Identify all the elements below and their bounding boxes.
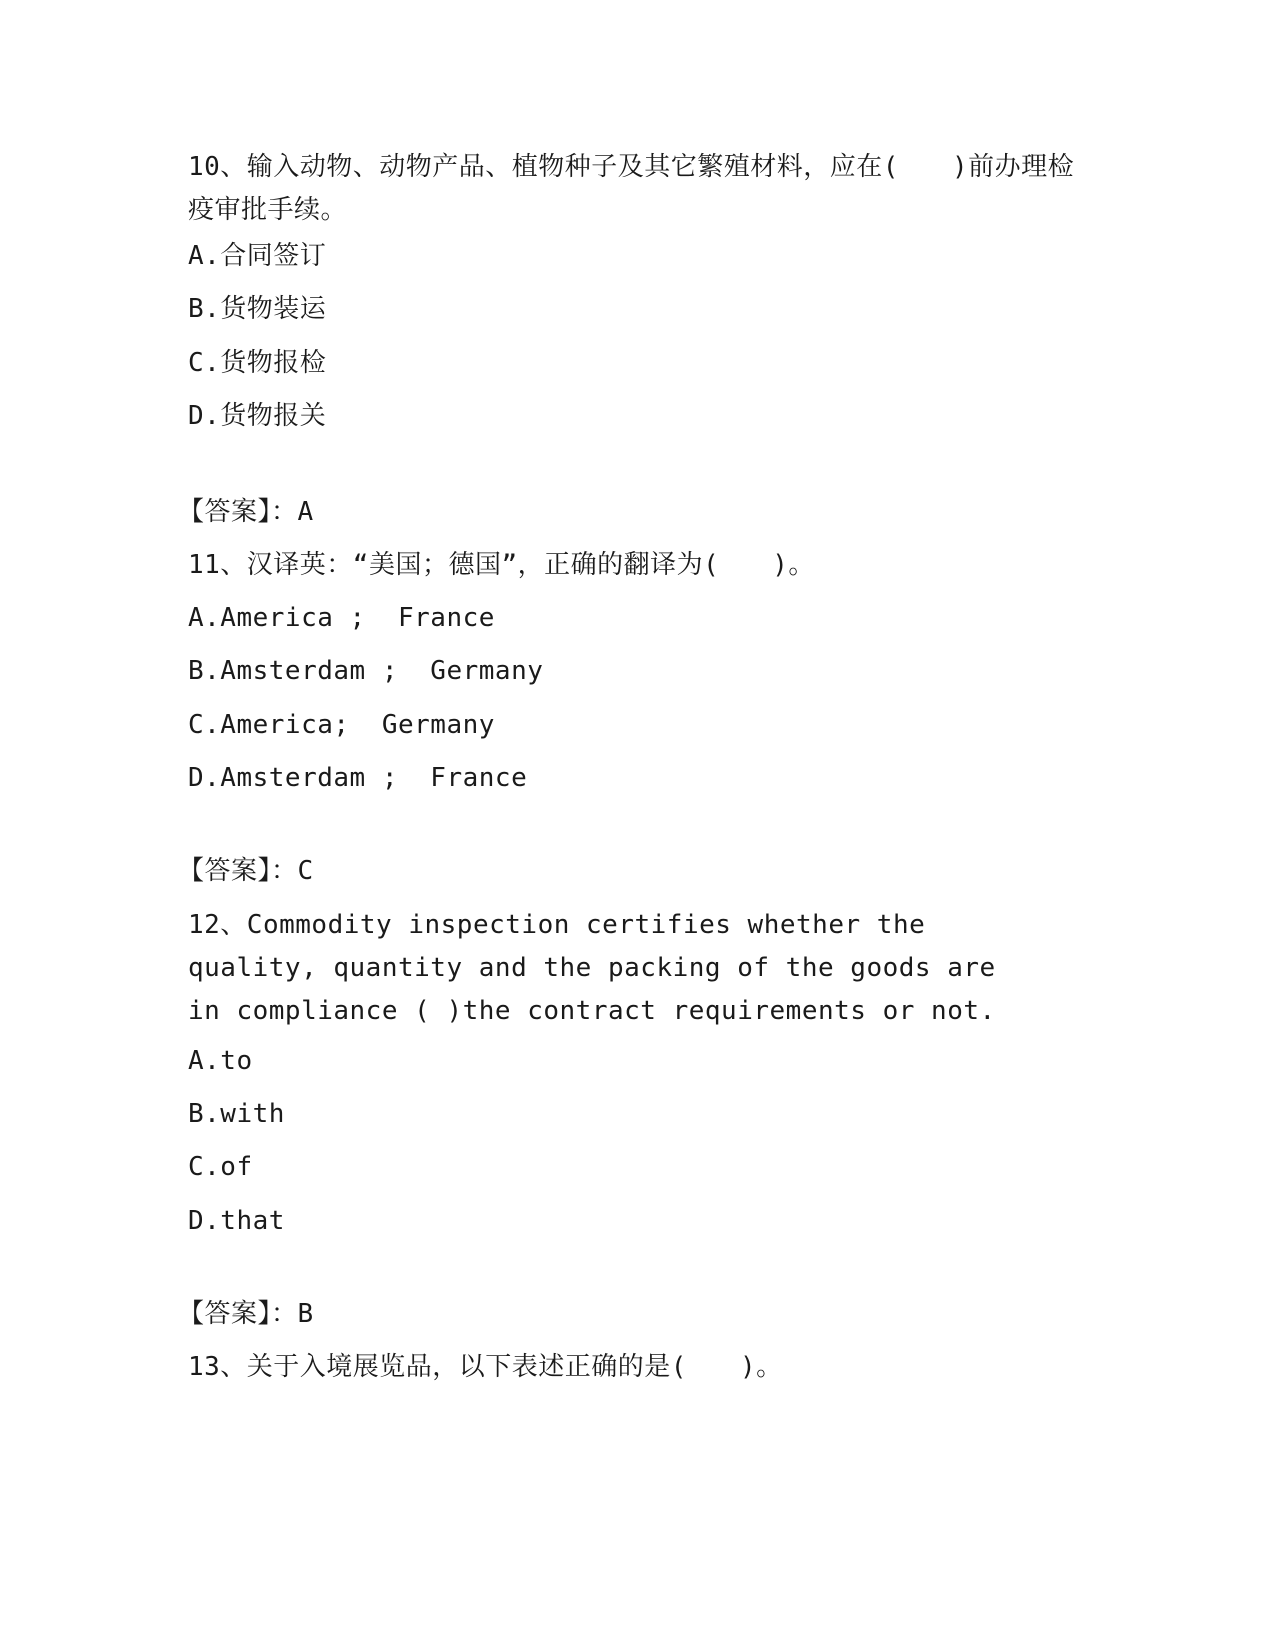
question-11-option-c: C.America; Germany	[188, 710, 495, 740]
question-12-option-b: B.with	[188, 1099, 285, 1129]
question-10-option-c: C.货物报检	[188, 348, 327, 378]
question-10-option-d: D.货物报关	[188, 401, 327, 431]
question-12-answer: 【答案】：B	[178, 1299, 314, 1329]
question-11-stem: 11、汉译英：“美国；德国”，正确的翻译为( )。	[188, 550, 815, 580]
question-11-option-a: A.America ; France	[188, 603, 495, 633]
question-11-option-d: D.Amsterdam ; France	[188, 763, 528, 793]
question-13-stem: 13、关于入境展览品，以下表述正确的是( )。	[188, 1352, 783, 1382]
question-12-option-d: D.that	[188, 1206, 285, 1236]
question-12-option-a: A.to	[188, 1046, 253, 1076]
question-11-answer: 【答案】：C	[178, 856, 314, 886]
question-11-option-b: B.Amsterdam ; Germany	[188, 656, 544, 686]
question-10-stem: 10、输入动物、动物产品、植物种子及其它繁殖材料，应在( )前办理检疫审批手续。	[188, 152, 1075, 225]
document-page	[178, 0, 1088, 1650]
question-12-stem: 12、Commodity inspection certifies whether the quality, quantity and the packing of the goods are in compliance ( )the contract requirements or not.	[188, 910, 996, 1026]
question-10-answer: 【答案】：A	[178, 497, 314, 527]
question-10-option-b: B.货物装运	[188, 294, 327, 324]
question-10-option-a: A.合同签订	[188, 241, 327, 271]
question-12-option-c: C.of	[188, 1152, 253, 1182]
